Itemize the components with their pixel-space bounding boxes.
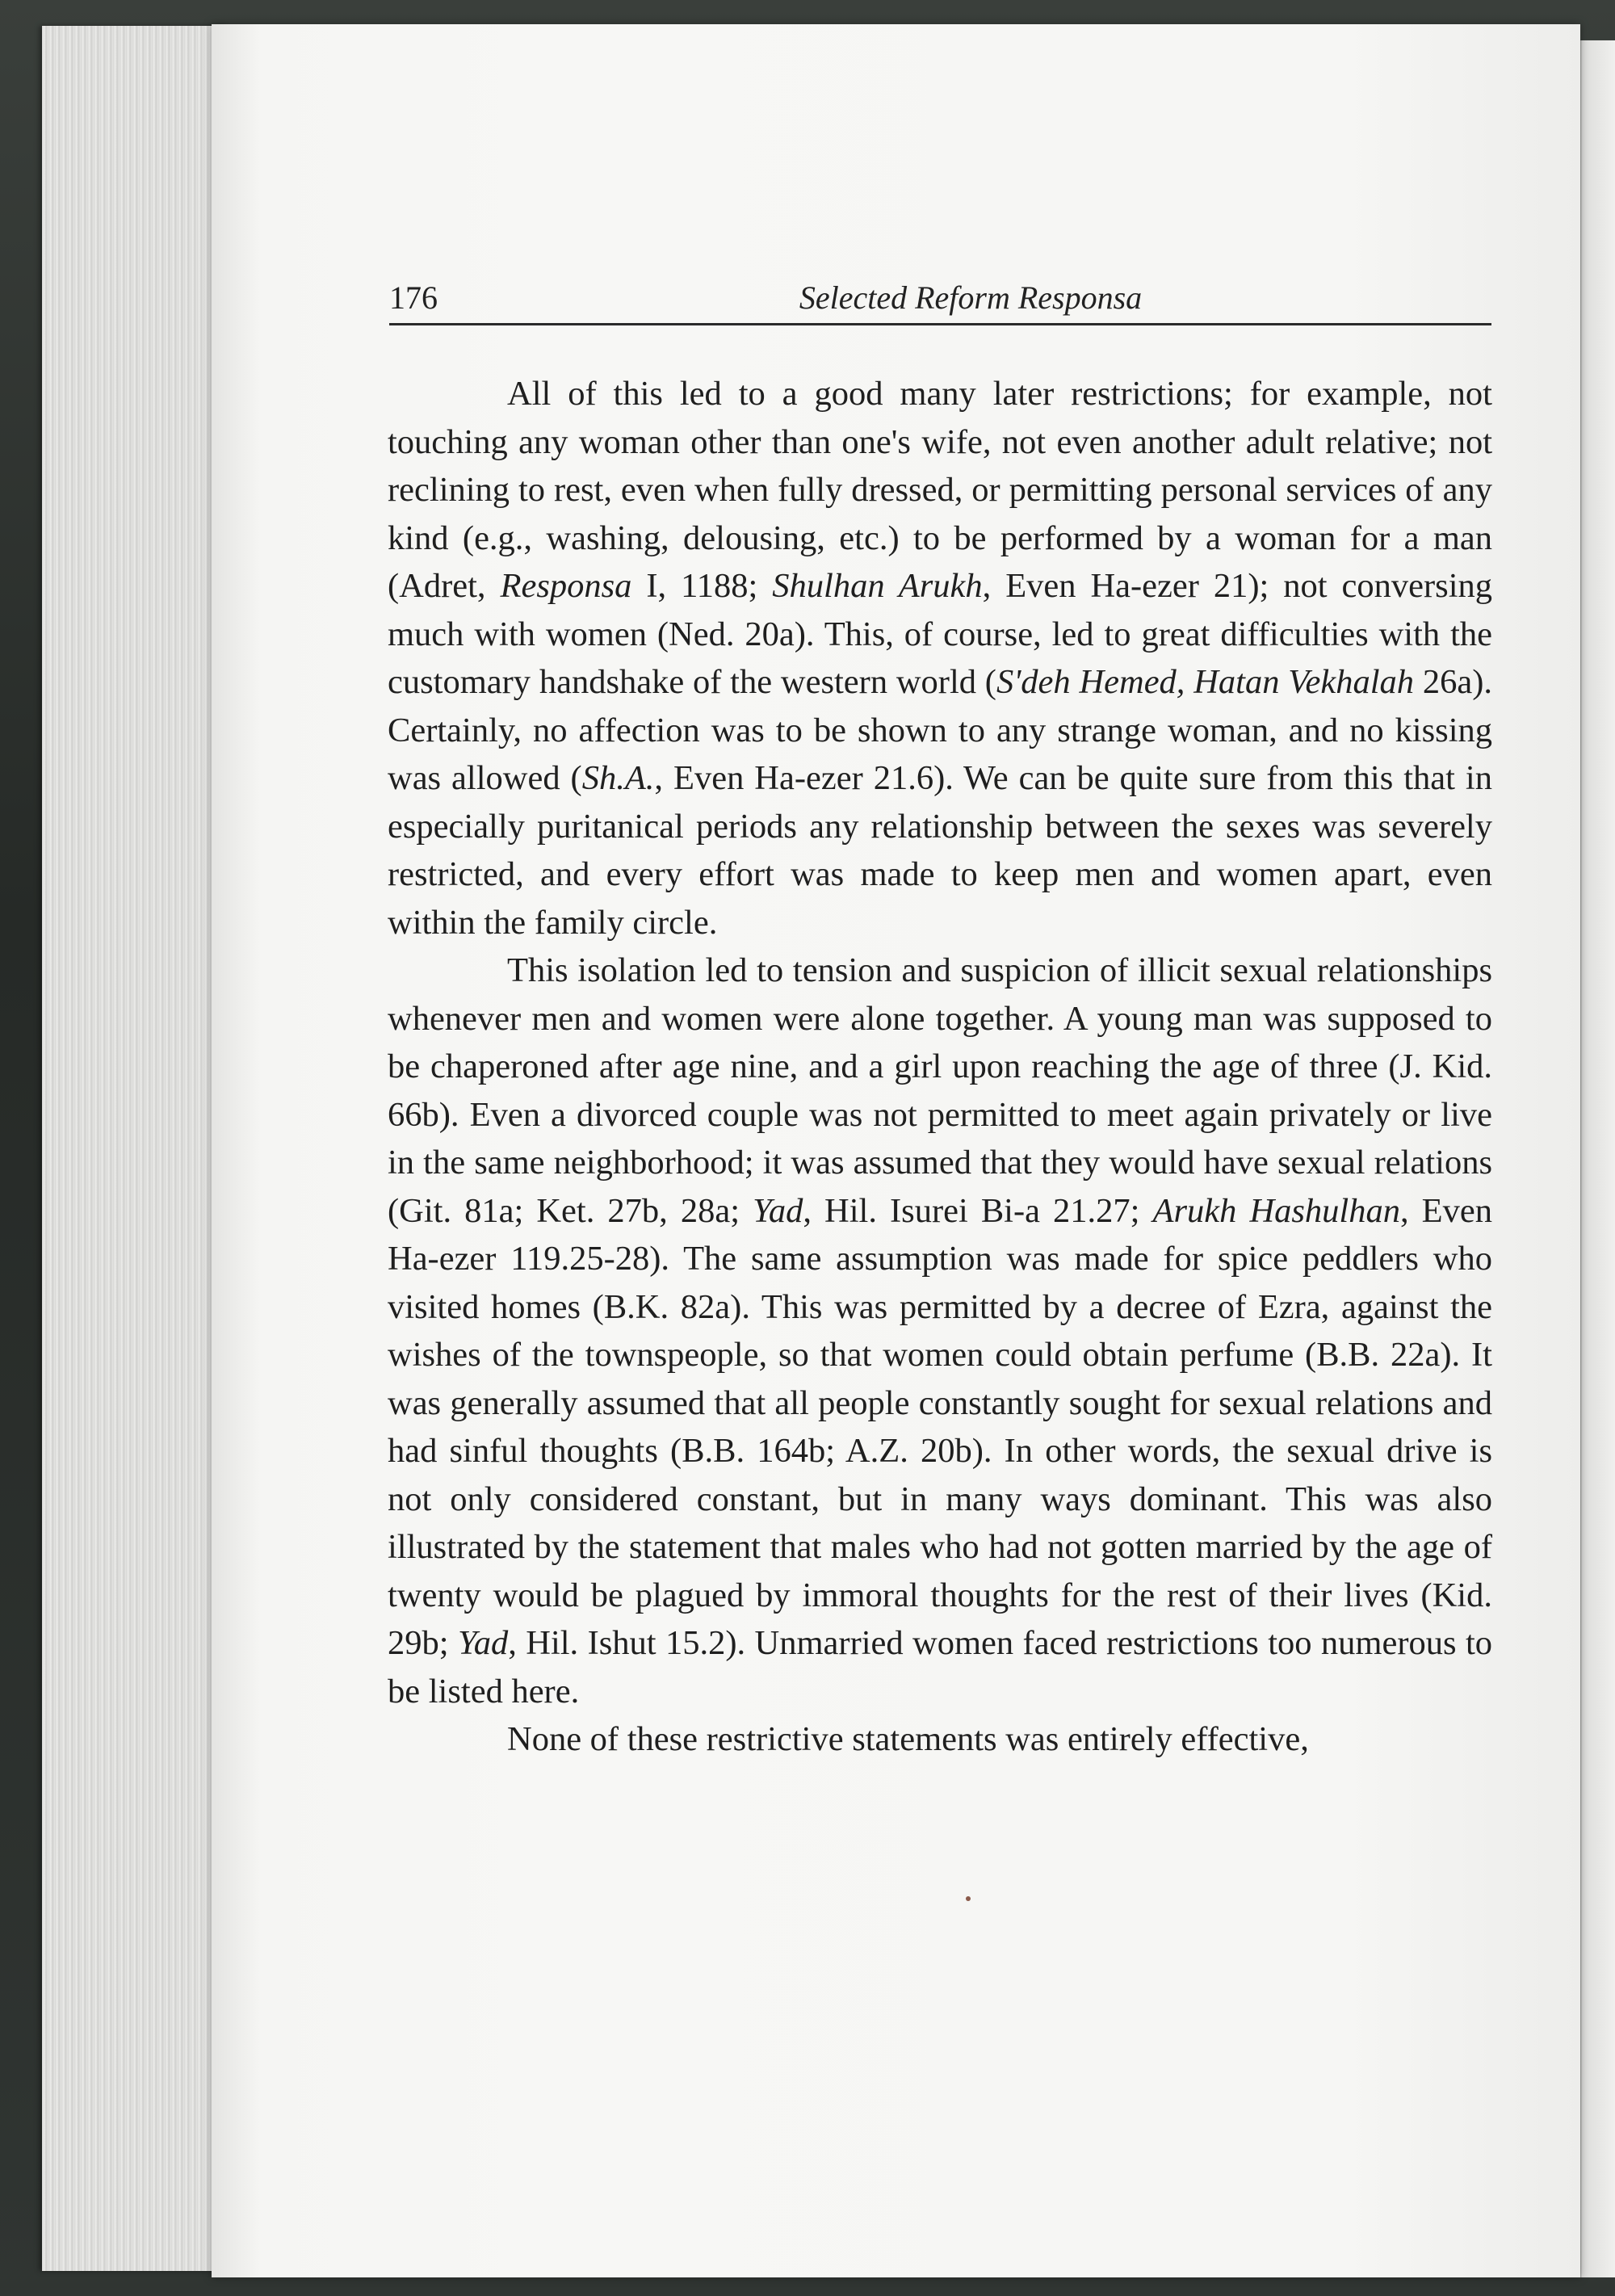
ink-speck <box>966 1896 971 1901</box>
italic-citation: Arukh Hashulhan <box>1152 1191 1400 1230</box>
text-run: , Hil. Ishut 15.2). Unmarried women faced restrictions too numerous to be listed here. <box>388 1624 1492 1710</box>
italic-citation: S'deh Hemed, Hatan Vekhalah <box>996 663 1415 701</box>
paragraph-1 <box>388 370 1492 947</box>
paragraph-2 <box>388 947 1492 1715</box>
italic-citation: Yad <box>457 1624 509 1662</box>
text-run: , Even Ha-ezer 21.6). We can be quite sure from this that in especially puritanical periods any relationship between the sexes was severely restricted, and every effort was made to keep men and women apart, even within the family circle. <box>388 759 1492 942</box>
text-run: None of these restrictive statements was entirely effective, <box>507 1720 1309 1758</box>
italic-citation: Responsa <box>500 567 632 605</box>
italic-citation: Sh.A. <box>581 759 655 797</box>
text-run: , Even Ha-ezer 119.25-28). The same assumption was made for spice peddlers who visited homes (B.K. 82a). This was permitted by a decree of Ezra, against the wishes of the townspeople, so that women could obtain perfume (B.B. 22a). It was generally assumed that all people constantly sought for sexual relations and had sinful thoughts (B.B. 164b; A.Z. 20b). In other words, the sexual drive is not only considered constant, but in many ways dominant. This was also illustrated by the statement that males who had not gotten married by the age of twenty would be plagued by immoral thoughts for the rest of their lives (Kid. 29b; <box>388 1191 1493 1662</box>
page-number: 176 <box>389 279 438 316</box>
text-run: I, 1188; <box>631 567 773 605</box>
text-run: All of this led to a good many later restrictions; for example, not touching any woman other than one's wife, not even another adult relative; not reclining to rest, even when fully dressed, or permitting personal services of any kind (e.g., washing, delousing, etc.) to be performed by a woman for a man (Adret, <box>388 375 1492 605</box>
italic-citation: Yad <box>753 1191 803 1230</box>
running-head <box>389 276 1491 325</box>
text-run: This isolation led to tension and suspicion of illicit sexual relationships whenever men and women were alone together. A young man was supposed to be chaperoned after age nine, and a girl upon reaching the age of three (J. Kid. 66b). Even a divorced couple was not permitted to meet again privately or live in the same neighborhood; it was assumed that they would have sexual relations (Git. 81a; Ket. 27b, 28a; <box>388 951 1492 1230</box>
paragraph-3 <box>388 1715 1492 1764</box>
text-run: 26a). Certainly, no affection was to be shown to any strange woman, and no kissing was allowed ( <box>388 663 1492 797</box>
book-page-edges <box>42 26 228 2271</box>
body-text <box>388 370 1492 1764</box>
text-run: , Hil. Isurei Bi-a 21.27; <box>803 1191 1153 1230</box>
facing-page-edge <box>1577 40 1615 2277</box>
text-run: , Even Ha-ezer 21); not conversing much with women (Ned. 20a). This, of course, led to great difficulties with the customary handshake of the western world ( <box>388 567 1493 701</box>
book-title: Selected Reform Responsa <box>799 279 1143 316</box>
italic-citation: Shulhan Arukh <box>772 567 983 605</box>
